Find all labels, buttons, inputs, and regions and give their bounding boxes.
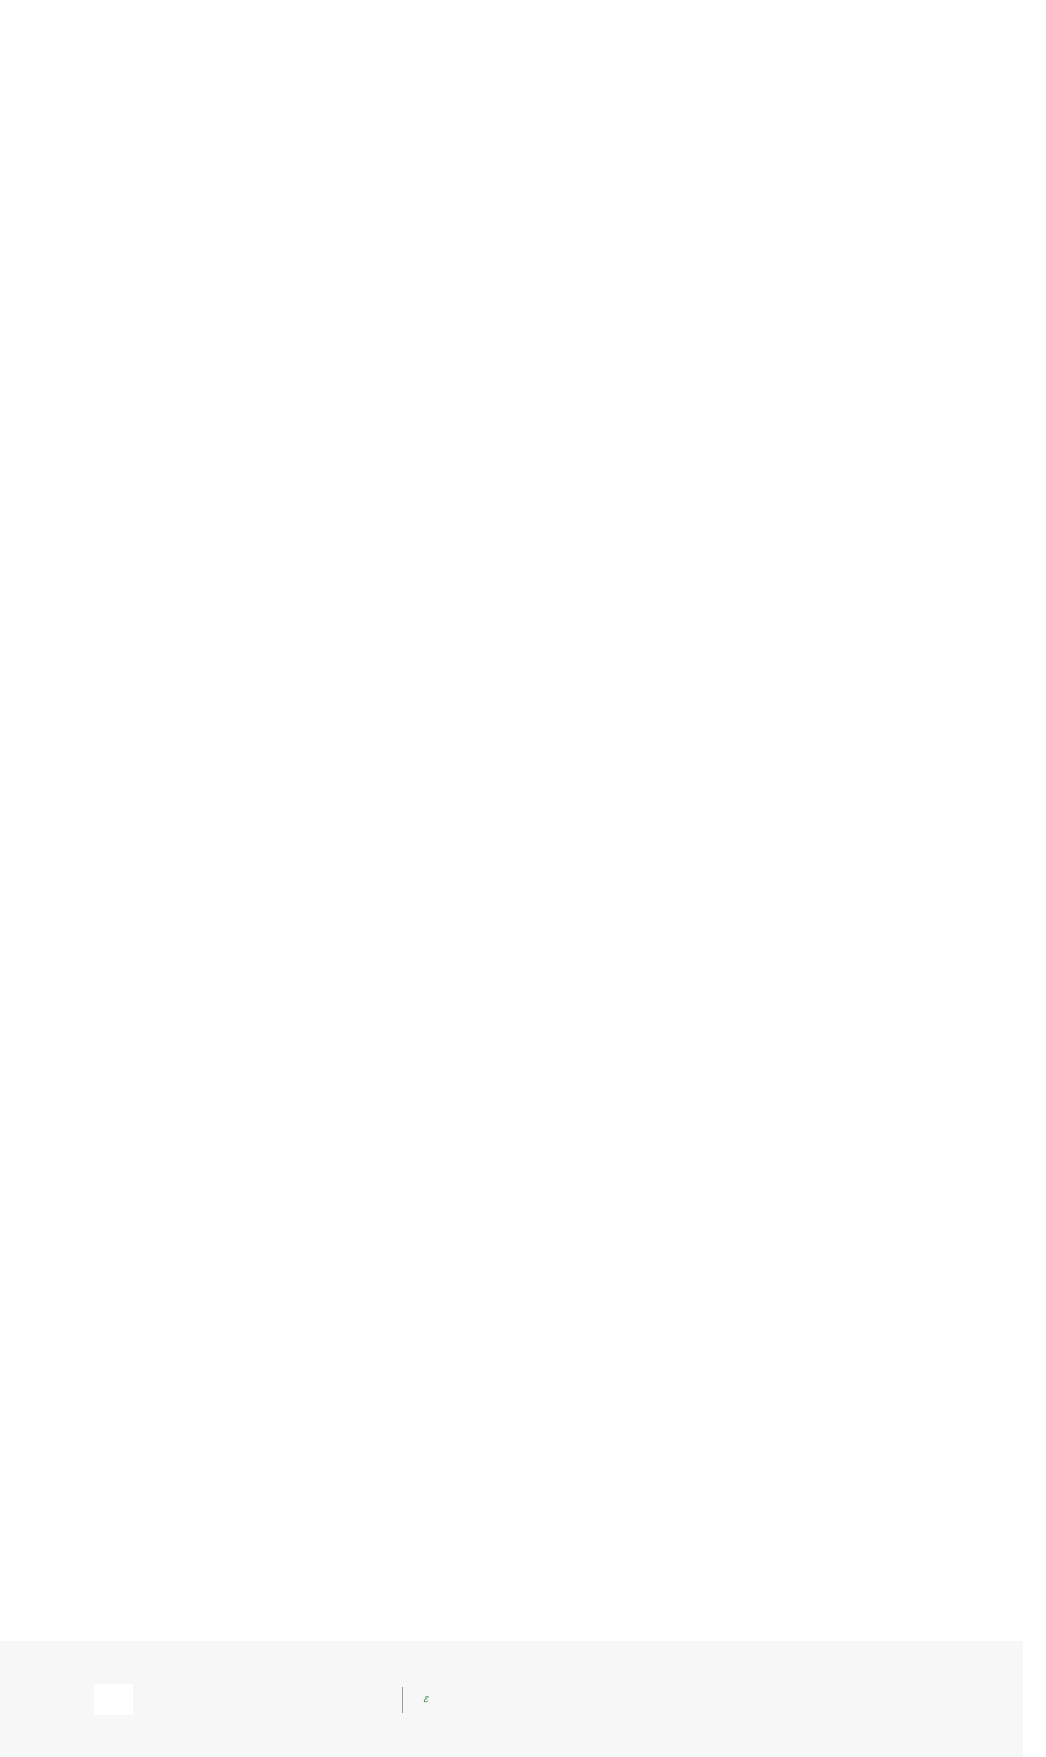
- logo-divider: [402, 1687, 403, 1713]
- page-number: [94, 1684, 133, 1715]
- page-footer: [0, 1641, 1023, 1757]
- brand-sub: [411, 1696, 430, 1704]
- electric-mark-icon: ℰ: [423, 1695, 429, 1704]
- brand-wordmark: [411, 1696, 430, 1704]
- schneider-electric-logo: [394, 1683, 430, 1717]
